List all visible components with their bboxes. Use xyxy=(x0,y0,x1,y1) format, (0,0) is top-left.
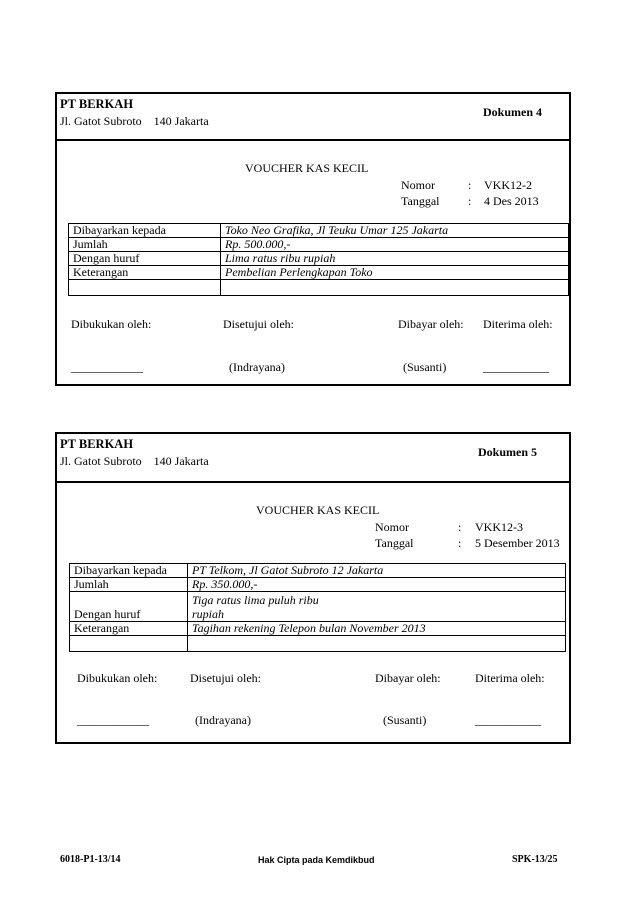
sign-label-dibayar: Dibayar oleh: xyxy=(398,317,464,331)
row-label: Keterangan xyxy=(69,266,221,280)
nomor-value: VKK12-3 xyxy=(475,520,523,534)
company-name: PT BERKAH xyxy=(60,97,134,111)
sign-label-diterima: Diterima oleh: xyxy=(475,671,545,685)
row-label: Keterangan xyxy=(70,622,188,636)
table-row xyxy=(69,280,569,296)
company-name: PT BERKAH xyxy=(60,437,134,451)
company-address: Jl. Gatot Subroto 140 Jakarta xyxy=(60,454,209,468)
row-label: Dengan huruf xyxy=(70,592,188,622)
company-address: Jl. Gatot Subroto 140 Jakarta xyxy=(60,114,209,128)
table-row xyxy=(69,238,569,252)
row-value-line2: rupiah xyxy=(192,607,225,621)
table-row xyxy=(70,636,566,652)
voucher-dokumen-4 xyxy=(55,92,571,386)
sign-name-disetujui: (Indrayana) xyxy=(229,360,285,374)
row-label: Dibayarkan kepada xyxy=(69,224,221,238)
table-row xyxy=(69,266,569,280)
tanggal-value: 5 Desember 2013 xyxy=(475,536,560,550)
sign-label-dibukukan: Dibukukan oleh: xyxy=(77,671,158,685)
row-label: Dengan huruf xyxy=(69,252,221,266)
row-value: Toko Neo Grafika, Jl Teuku Umar 125 Jakarta xyxy=(221,224,569,238)
sign-name-disetujui: (Indrayana) xyxy=(195,713,251,727)
voucher-detail-table xyxy=(69,563,566,652)
sign-label-dibukukan: Dibukukan oleh: xyxy=(71,317,152,331)
nomor-label: Nomor xyxy=(375,520,409,534)
row-value xyxy=(188,592,566,622)
nomor-colon: : xyxy=(468,178,472,192)
sign-label-diterima: Diterima oleh: xyxy=(483,317,553,331)
row-value: Rp. 500.000,- xyxy=(221,238,569,252)
row-value xyxy=(221,280,569,296)
sign-line-dibukukan: ____________ xyxy=(77,713,149,727)
row-value xyxy=(188,636,566,652)
tanggal-label: Tanggal xyxy=(401,194,440,208)
tanggal-value: 4 Des 2013 xyxy=(484,194,539,208)
sign-label-disetujui: Disetujui oleh: xyxy=(223,317,294,331)
document-label: Dokumen 4 xyxy=(483,105,543,119)
table-row xyxy=(70,592,566,622)
voucher-title: VOUCHER KAS KECIL xyxy=(256,503,380,517)
nomor-label: Nomor xyxy=(401,178,435,192)
sign-line-diterima: ___________ xyxy=(475,713,541,727)
row-label: Jumlah xyxy=(69,238,221,252)
voucher-detail-table xyxy=(68,223,569,296)
nomor-value: VKK12-2 xyxy=(484,178,532,192)
row-value-line1: Tiga ratus lima puluh ribu xyxy=(192,593,319,607)
table-row xyxy=(70,622,566,636)
table-row xyxy=(70,564,566,578)
row-value: PT Telkom, Jl Gatot Subroto 12 Jakarta xyxy=(188,564,566,578)
row-value: Lima ratus ribu rupiah xyxy=(221,252,569,266)
footer-copyright: Hak Cipta pada Kemdikbud xyxy=(258,855,375,865)
nomor-colon: : xyxy=(458,520,462,534)
row-label: Dibayarkan kepada xyxy=(70,564,188,578)
sign-label-dibayar: Dibayar oleh: xyxy=(375,671,441,685)
sign-name-dibayar: (Susanti) xyxy=(383,713,427,727)
footer-code-left: 6018-P1-13/14 xyxy=(60,854,121,865)
row-value: Rp. 350.000,- xyxy=(188,578,566,592)
tanggal-label: Tanggal xyxy=(375,536,414,550)
row-value: Pembelian Perlengkapan Toko xyxy=(221,266,569,280)
tanggal-colon: : xyxy=(458,536,462,550)
sign-line-dibukukan: ____________ xyxy=(71,360,143,374)
voucher-dokumen-5 xyxy=(55,432,571,744)
sign-line-diterima: ___________ xyxy=(483,360,549,374)
tanggal-colon: : xyxy=(468,194,472,208)
footer-page-code: SPK-13/25 xyxy=(512,854,558,865)
row-label: Jumlah xyxy=(70,578,188,592)
table-row xyxy=(69,252,569,266)
voucher-title: VOUCHER KAS KECIL xyxy=(245,161,369,175)
sign-label-disetujui: Disetujui oleh: xyxy=(190,671,261,685)
row-label xyxy=(70,636,188,652)
table-row xyxy=(69,224,569,238)
table-row xyxy=(70,578,566,592)
document-label: Dokumen 5 xyxy=(478,445,538,459)
row-value: Tagihan rekening Telepon bulan November 2013 xyxy=(188,622,566,636)
row-label xyxy=(69,280,221,296)
sign-name-dibayar: (Susanti) xyxy=(403,360,447,374)
